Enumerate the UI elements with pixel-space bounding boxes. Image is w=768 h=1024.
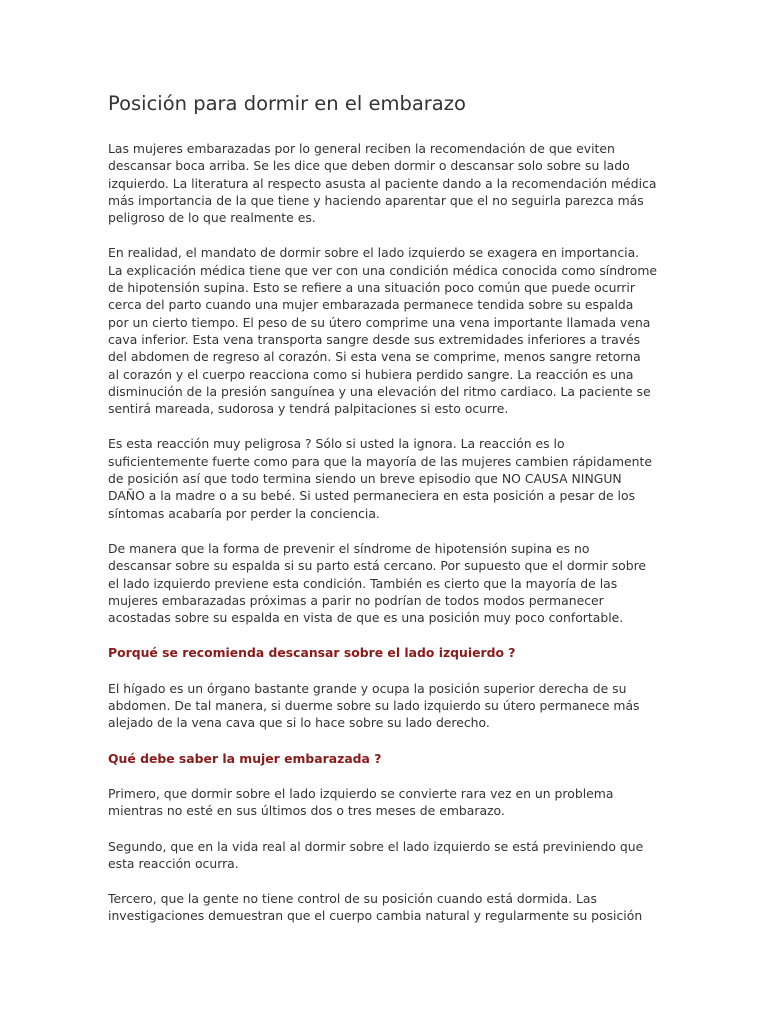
section-heading-what-to-know: Qué debe saber la mujer embarazada ? [108,750,382,766]
paragraph-1: Las mujeres embarazadas por lo general reciben la recomendación de que eviten descansar boca arriba. Se les dice que deben dormir o descansar solo sobre su lado izquierdo. La literatura al respecto asusta al paciente dando a la recomendación médica más importancia de la que tiene y haciendo aparentar que el no seguirla parezca más peligroso de lo que realmente es. [108,141,657,226]
document-page [108,90,668,943]
paragraph-7: Segundo, que en la vida real al dormir sobre el lado izquierdo se está previniendo que esta reacción ocurra. [108,838,644,871]
paragraph-8: Tercero, que la gente no tiene control de su posición cuando está dormida. Las investigaciones demuestran que el cuerpo cambia natural y regularmente su posición [108,891,643,924]
paragraph-4: De manera que la forma de prevenir el síndrome de hipotensión supina es no descansar sobre su espalda si su parto está cercano. Por supuesto que el dormir sobre el lado izquierdo previene esta condición. También es cierto que la mayoría de las mujeres embarazadas próximas a parir no podrían de todos modos permanecer acostadas sobre su espalda en vista de que es una posición muy poco confortable. [108,540,647,626]
page-title: Posición para dormir en el embarazo [108,92,466,115]
paragraph-5: El hígado es un órgano bastante grande y ocupa la posición superior derecha de su abdomen. De tal manera, si duerme sobre su lado izquierdo su útero permanece más alejado de la vena cava que si lo hace sobre su lado derecho. [108,680,640,731]
paragraph-3: Es esta reacción muy peligrosa ? Sólo si usted la ignora. La reacción es lo suficientemente fuerte como para que la mayoría de las mujeres cambien rápidamente de posición así que todo termina siendo un breve episodio que NO CAUSA NINGUN DAÑO a la madre o a su bebé. Si usted permaneciera en esta posición a pesar de los síntomas acabaría por perder la conciencia. [108,436,652,521]
paragraph-6: Primero, que dormir sobre el lado izquierdo se convierte rara vez en un problema mientras no esté en sus últimos dos o tres meses de embarazo. [108,785,614,819]
section-heading-left-side: Porqué se recomienda descansar sobre el lado izquierdo ? [108,645,516,661]
paragraph-2: En realidad, el mandato de dormir sobre el lado izquierdo se exagera en importancia. La explicación médica tiene que ver con una condición médica conocida como síndrome de hipotensión supina. Esto se refiere a una situación poco común que puede ocurrir cerca del parto cuando una mujer embarazada permanece tendida sobre su espalda por un cierto tiempo. El peso de su útero comprime una vena importante llamada vena cava inferior. Esta vena transporta sangre desde sus extremidades inferiores a través del abdomen de regreso al corazón. Si esta vena se comprime, menos sangre retorna al corazón y el cuerpo reacciona como si hubiera perdido sangre. La reacción es una disminución de la presión sanguínea y una elevación del ritmo cardiaco. La paciente se sentirá mareada, sudorosa y tendrá palpitaciones si esto ocurre. [108,245,658,417]
